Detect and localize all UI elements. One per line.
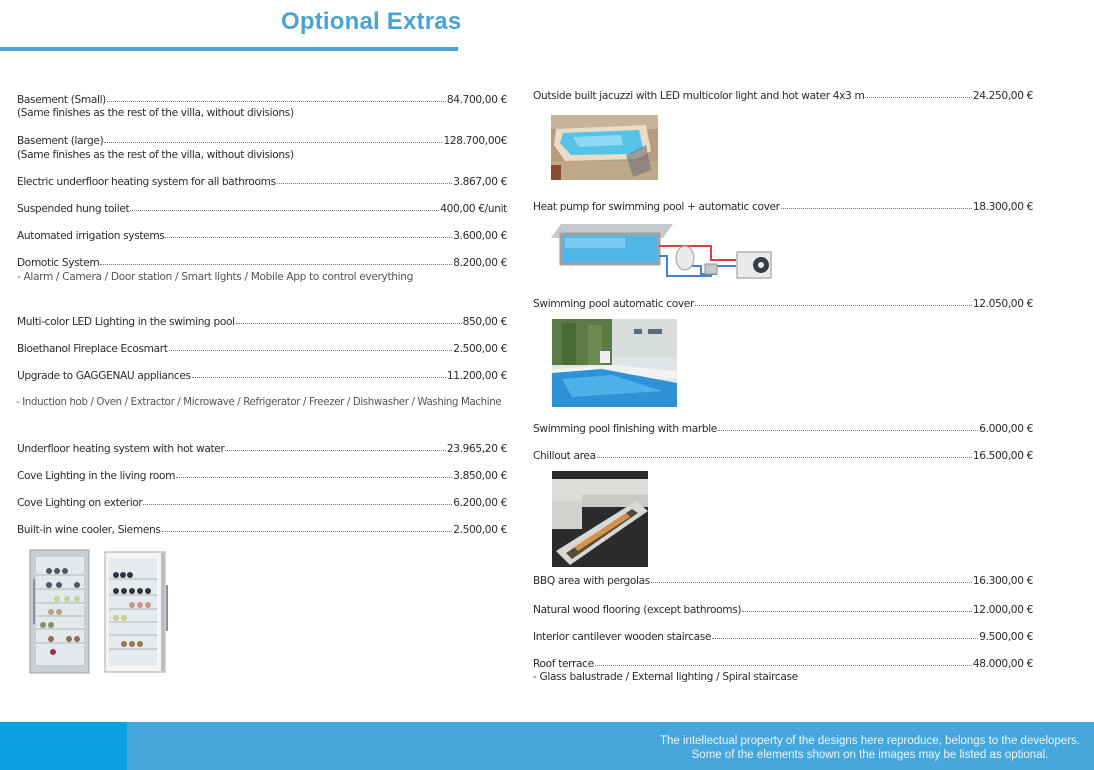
item-price: 84.700,00 € xyxy=(446,94,507,106)
price-item xyxy=(17,256,507,270)
item-label: Built-in wine cooler, Siemens xyxy=(17,524,161,536)
leader-dots xyxy=(595,656,972,666)
item-price: 3.600,00 € xyxy=(453,230,507,242)
price-item xyxy=(17,442,507,456)
item-label: Natural wood flooring (except bathrooms) xyxy=(533,604,742,616)
item-note: (Same finishes as the rest of the villa, without divisions) xyxy=(17,107,294,119)
item-label: Bioethanol Fireplace Ecosmart xyxy=(17,343,168,355)
item-label: Roof terrace xyxy=(533,658,594,670)
price-item xyxy=(17,202,507,216)
item-price: 23.965,20 € xyxy=(446,443,507,455)
heat-pump-diagram xyxy=(551,220,791,282)
leader-dots xyxy=(225,441,445,451)
leader-dots xyxy=(165,228,452,238)
page-title: Optional Extras xyxy=(281,8,462,35)
leader-dots xyxy=(651,573,972,583)
leader-dots xyxy=(192,368,446,378)
price-item xyxy=(17,496,507,510)
item-price: 3.850,00 € xyxy=(453,470,507,482)
footer-band xyxy=(0,722,1094,770)
leader-dots xyxy=(169,341,453,351)
item-label: Outside built jacuzzi with LED multicolor light and hot water 4x3 m xyxy=(533,90,865,102)
leader-dots xyxy=(107,92,446,102)
footer-line-2: Some of the elements shown on the images may be listed as optional. xyxy=(691,749,1049,761)
price-item xyxy=(533,422,1033,436)
item-price: 8.200,00 € xyxy=(453,257,507,269)
leader-dots xyxy=(277,174,452,184)
footer-accent-block xyxy=(0,722,127,770)
item-price: 2.500,00 € xyxy=(453,343,507,355)
leader-dots xyxy=(597,448,972,458)
item-label: Electric underfloor heating system for all bathrooms xyxy=(17,176,276,188)
item-label: Upgrade to GAGGENAU appliances xyxy=(17,370,191,382)
item-note: (Same finishes as the rest of the villa, without divisions) xyxy=(17,149,294,161)
jacuzzi-photo xyxy=(551,115,658,180)
item-label: Heat pump for swimming pool + automatic cover xyxy=(533,201,780,213)
item-label: Underfloor heating system with hot water xyxy=(17,443,225,455)
wine-cooler-photo xyxy=(29,549,169,675)
leader-dots xyxy=(742,602,972,612)
item-label: Interior cantilever wooden staircase xyxy=(533,631,712,643)
price-item xyxy=(533,89,1033,103)
price-item xyxy=(533,297,1033,311)
item-label: Suspended hung toilet xyxy=(17,203,130,215)
item-note: - Glass balustrade / External lighting / Spiral staircase xyxy=(533,671,798,683)
item-price: 24.250,00 € xyxy=(972,90,1033,102)
item-price: 12.000,00 € xyxy=(972,604,1033,616)
item-label: BBQ area with pergolas xyxy=(533,575,650,587)
leader-dots xyxy=(695,296,972,306)
item-price: 2.500,00 € xyxy=(453,524,507,536)
item-label: Cove Lighting in the living room xyxy=(17,470,176,482)
price-item xyxy=(533,603,1033,617)
price-item xyxy=(17,469,507,483)
chillout-area-photo xyxy=(552,471,648,567)
footer-line-1: The intellectual property of the designs here reproduce, belongs to the developers. xyxy=(659,735,1080,747)
price-item xyxy=(17,175,507,189)
price-item xyxy=(533,200,1033,214)
leader-dots xyxy=(104,133,442,143)
leader-dots xyxy=(781,199,972,209)
item-price: 850,00 € xyxy=(462,316,507,328)
item-label: Multi-color LED Lighting in the swiming pool xyxy=(17,316,235,328)
item-label: Domotic System xyxy=(17,257,100,269)
title-underline xyxy=(0,47,458,51)
item-price: 16.500,00 € xyxy=(972,450,1033,462)
item-note: - Induction hob / Oven / Extractor / Microwave / Refrigerator / Freezer / Dishwasher / Washing Machine xyxy=(16,397,502,408)
pool-cover-photo xyxy=(552,319,677,407)
price-item xyxy=(533,657,1033,671)
item-price: 6.200,00 € xyxy=(453,497,507,509)
leader-dots xyxy=(162,522,453,532)
item-label: Automated irrigation systems xyxy=(17,230,165,242)
footer-disclaimer xyxy=(660,734,1080,762)
price-item xyxy=(533,574,1033,588)
item-label: Chillout area xyxy=(533,450,596,462)
item-price: 16.300,00 € xyxy=(972,575,1033,587)
item-price: 3.867,00 € xyxy=(453,176,507,188)
item-price: 6.000,00 € xyxy=(979,423,1033,435)
price-item xyxy=(533,630,1033,644)
price-item xyxy=(17,229,507,243)
leader-dots xyxy=(718,421,978,431)
item-label: Basement (large) xyxy=(17,135,104,147)
item-label: Cove Lighting on exterior xyxy=(17,497,143,509)
price-item xyxy=(17,315,507,329)
item-price: 11.200,00 € xyxy=(446,370,507,382)
item-price: 12.050,00 € xyxy=(972,298,1033,310)
item-label: Swimming pool finishing with marble xyxy=(533,423,717,435)
price-item xyxy=(17,523,507,537)
leader-dots xyxy=(712,629,978,639)
price-item xyxy=(17,369,507,383)
item-price: 128.700,00€ xyxy=(443,135,507,147)
item-label: Swimming pool automatic cover xyxy=(533,298,694,310)
item-price: 9.500,00 € xyxy=(979,631,1033,643)
price-item xyxy=(17,342,507,356)
item-price: 400,00 €/unit xyxy=(440,203,507,215)
leader-dots xyxy=(143,495,452,505)
leader-dots xyxy=(865,88,971,98)
price-item xyxy=(17,134,507,148)
leader-dots xyxy=(176,468,452,478)
leader-dots xyxy=(236,314,462,324)
leader-dots xyxy=(130,201,439,211)
item-price: 48.000,00 € xyxy=(972,658,1033,670)
leader-dots xyxy=(100,255,452,265)
price-item xyxy=(17,93,507,107)
item-label: Basement (Small) xyxy=(17,94,106,106)
item-price: 18.300,00 € xyxy=(972,201,1033,213)
price-item xyxy=(533,449,1033,463)
item-note: - Alarm / Camera / Door station / Smart lights / Mobile App to control everything xyxy=(17,271,413,283)
